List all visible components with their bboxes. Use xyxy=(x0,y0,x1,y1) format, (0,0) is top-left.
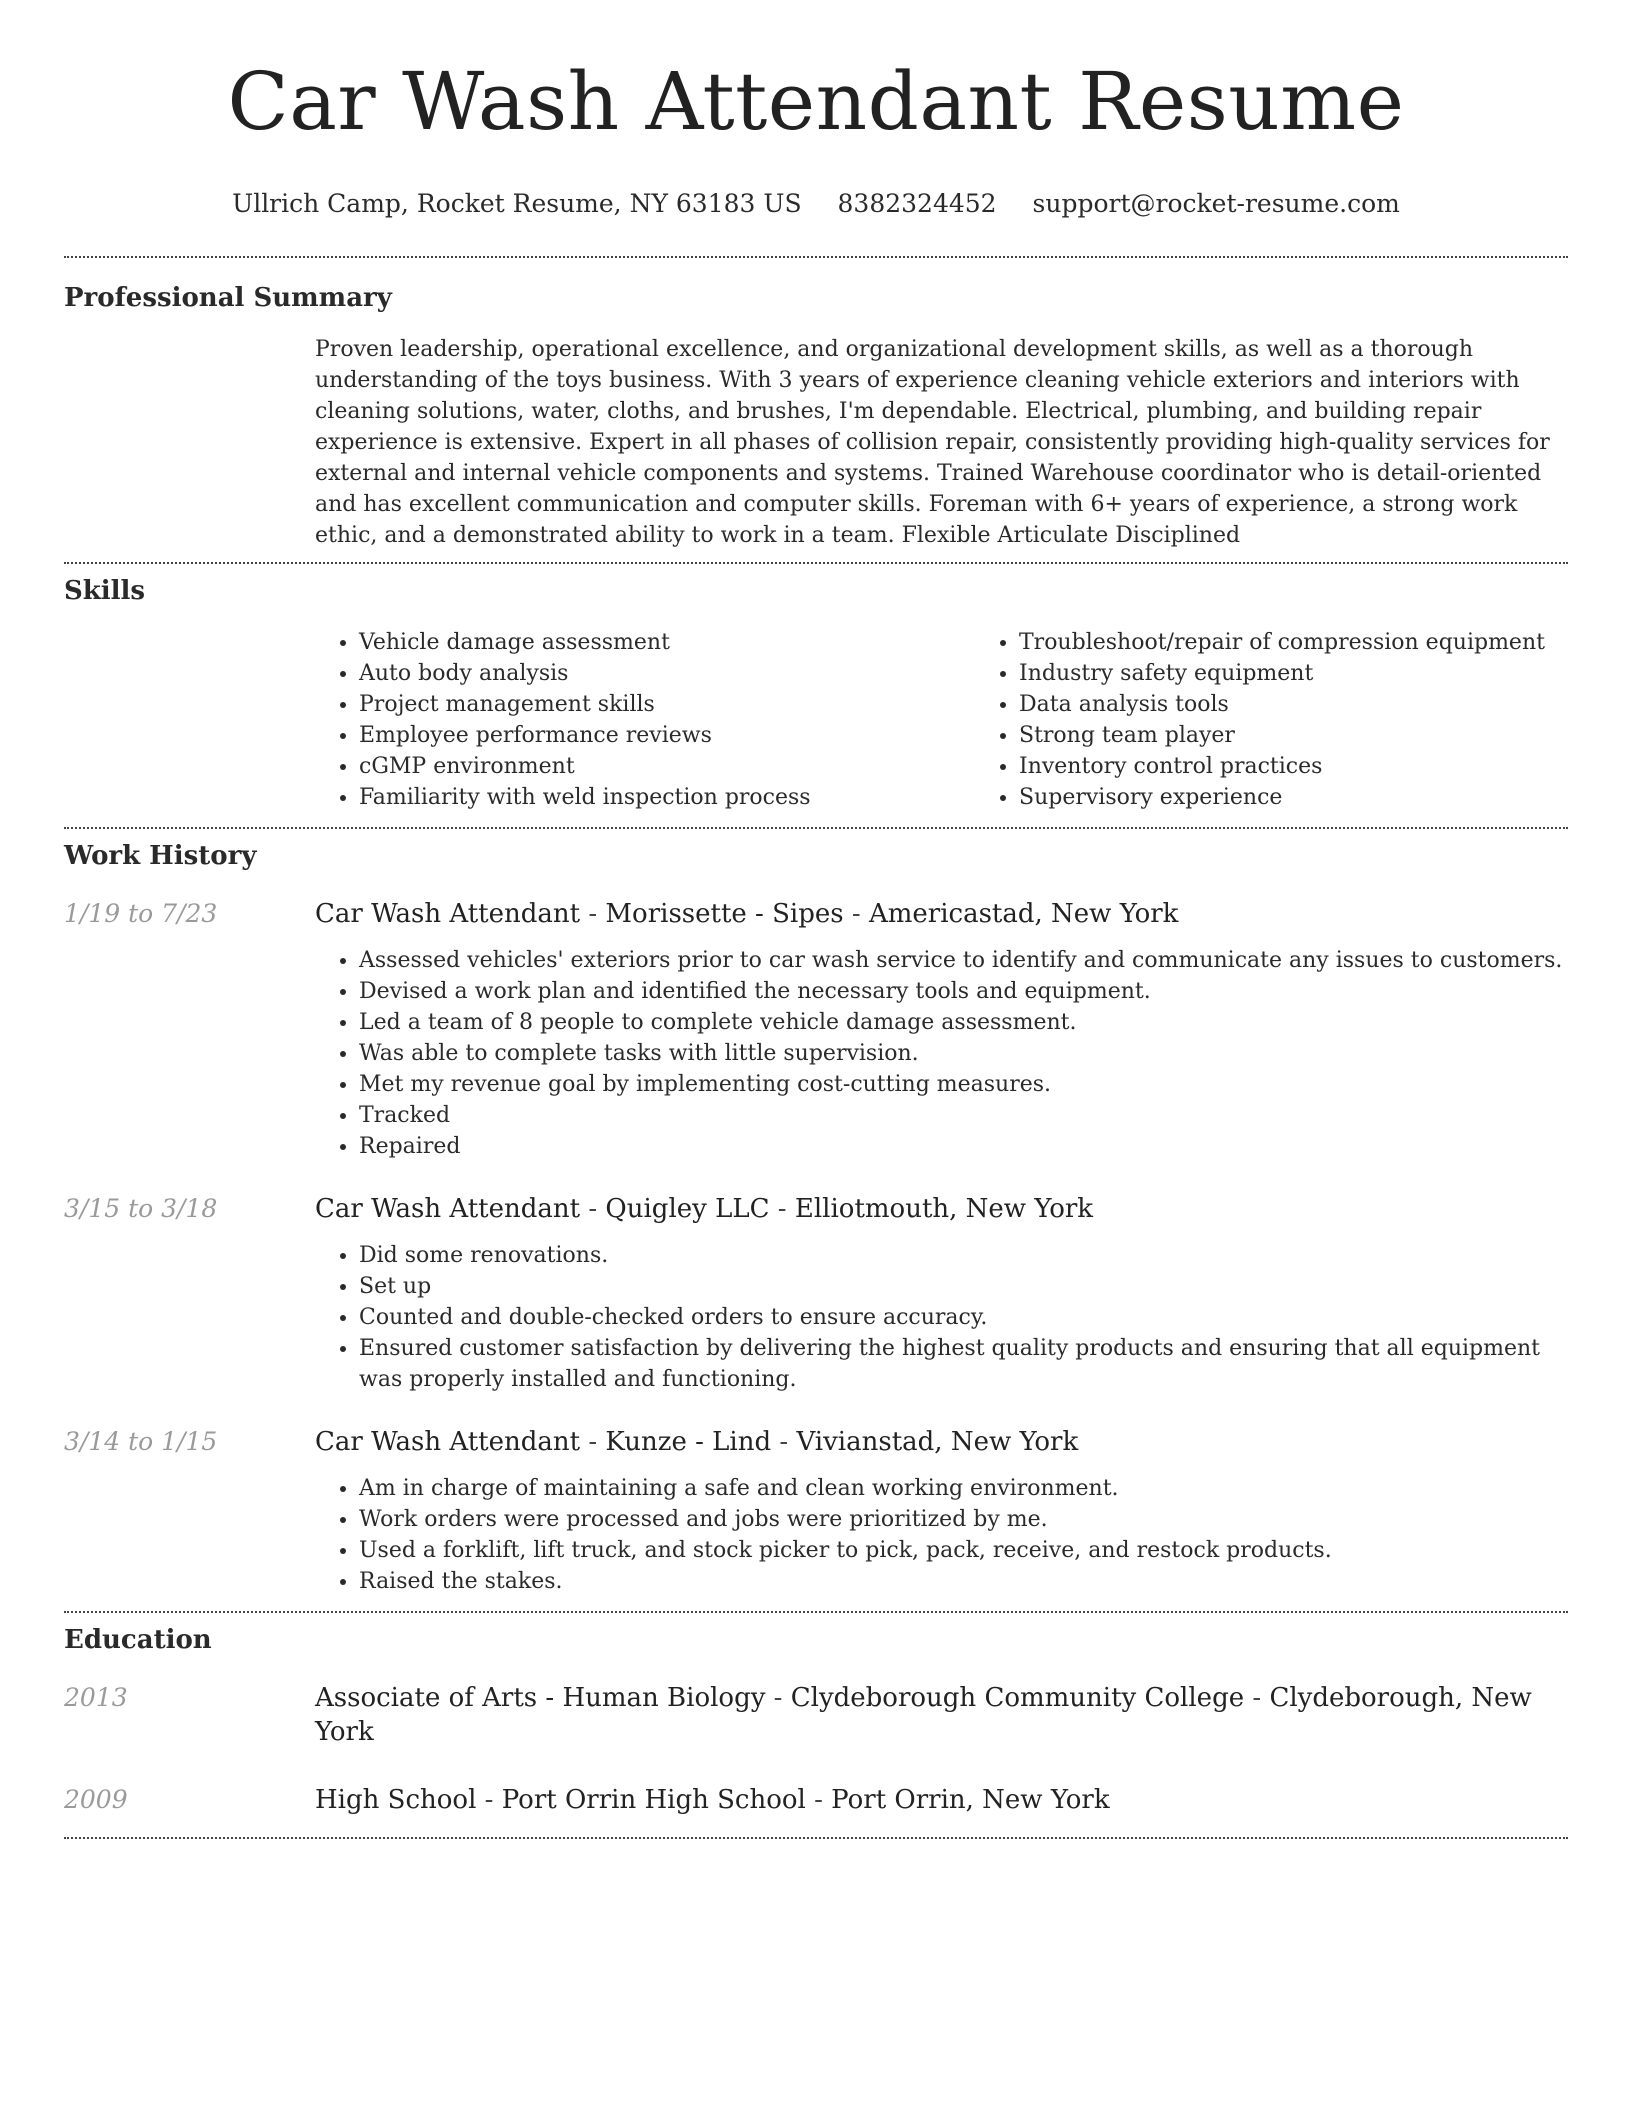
job-bullet: • Did some renovations. xyxy=(359,1240,1568,1271)
summary-section xyxy=(64,258,1568,551)
job-dates: 3/15 to 3/18 xyxy=(64,1194,218,1223)
skill-item: • Employee performance reviews xyxy=(359,720,975,751)
education-heading: High School - Port Orrin High School - Port Orrin, New York xyxy=(315,1785,1110,1815)
education-heading: Associate of Arts - Human Biology - Clydeborough Community College - Clydeborough, New York xyxy=(315,1683,1532,1747)
education-entry xyxy=(64,1681,1568,1749)
job-title: Car Wash Attendant xyxy=(315,1427,581,1457)
section-heading-skills: Skills xyxy=(64,576,146,606)
job-bullets xyxy=(315,1473,1568,1597)
summary-text: Proven leadership, operational excellence, and organizational development skills, as well as a thorough understanding of the toys business. With 3 years of experience cleaning vehicle exteriors and interiors with cleaning solutions, water, cloths, and brushes, I'm dependable. Electrical, plumbing, and building repair experience is extensive. Expert in all phases of collision repair, consistently providing high-quality services for external and internal vehicle components and systems. Trained Warehouse coordinator who is detail-oriented and has excellent communication and computer skills. Foreman with 6+ years of experience, a strong work ethic, and a demonstrated ability to work in a team. Flexible Articulate Disciplined xyxy=(315,337,1550,548)
skill-item: • cGMP environment xyxy=(359,751,975,782)
skill-item: • Familiarity with weld inspection process xyxy=(359,782,975,813)
job-bullet: • Counted and double-checked orders to ensure accuracy. xyxy=(359,1302,1568,1333)
section-heading-summary: Professional Summary xyxy=(64,283,392,313)
job-heading: Car Wash Attendant - Quigley LLC - Elliotmouth, New York xyxy=(315,1194,1094,1224)
job-dates: 1/19 to 7/23 xyxy=(64,899,218,928)
job-bullet: • Led a team of 8 people to complete vehicle damage assessment. xyxy=(359,1007,1568,1038)
contact-email: support@rocket-resume.com xyxy=(1032,189,1400,218)
education-school: Clydeborough Community College xyxy=(790,1683,1245,1713)
skill-item: • Troubleshoot/repair of compression equipment xyxy=(1019,627,1632,658)
job-bullet: • Raised the stakes. xyxy=(359,1566,1568,1597)
education-entry xyxy=(64,1783,1568,1817)
contact-line xyxy=(64,188,1568,220)
job-entry xyxy=(64,897,1568,1162)
job-location: Elliotmouth, New York xyxy=(794,1194,1094,1224)
job-bullets xyxy=(315,945,1568,1162)
education-location: Clydeborough, New York xyxy=(315,1683,1532,1747)
job-company: Kunze - Lind xyxy=(605,1427,772,1457)
education-school: Port Orrin High School xyxy=(501,1785,806,1815)
job-bullet: • Met my revenue goal by implementing cost-cutting measures. xyxy=(359,1069,1568,1100)
job-bullet: • Repaired xyxy=(359,1131,1568,1162)
job-title: Car Wash Attendant xyxy=(315,1194,581,1224)
job-bullet: • Was able to complete tasks with little supervision. xyxy=(359,1038,1568,1069)
job-bullet: • Am in charge of maintaining a safe and clean working environment. xyxy=(359,1473,1568,1504)
education-year: 2013 xyxy=(64,1683,128,1712)
job-entry xyxy=(64,1192,1568,1395)
skill-item: • Industry safety equipment xyxy=(1019,658,1632,689)
skills-list-right xyxy=(975,627,1632,813)
job-bullet: • Ensured customer satisfaction by delivering the highest quality products and ensuring that all equipment was properly installed and functioning. xyxy=(359,1333,1568,1395)
skill-item: • Inventory control practices xyxy=(1019,751,1632,782)
skill-item: • Strong team player xyxy=(1019,720,1632,751)
divider xyxy=(64,1837,1568,1839)
contact-address: Ullrich Camp, Rocket Resume, NY 63183 US xyxy=(232,189,802,218)
skill-item: • Auto body analysis xyxy=(359,658,975,689)
education-degree: Associate of Arts - Human Biology xyxy=(315,1683,766,1713)
contact-phone: 8382324452 xyxy=(837,189,997,218)
work-section xyxy=(64,829,1568,1597)
section-heading-education: Education xyxy=(64,1625,212,1655)
job-dates: 3/14 to 1/15 xyxy=(64,1427,218,1456)
job-bullets xyxy=(315,1240,1568,1395)
job-company: Quigley LLC xyxy=(605,1194,770,1224)
education-location: Port Orrin, New York xyxy=(831,1785,1110,1815)
skill-item: • Vehicle damage assessment xyxy=(359,627,975,658)
education-section xyxy=(64,1613,1568,1817)
job-bullet: • Devised a work plan and identified the necessary tools and equipment. xyxy=(359,976,1568,1007)
job-bullet: • Used a forklift, lift truck, and stock picker to pick, pack, receive, and restock products. xyxy=(359,1535,1568,1566)
skills-section xyxy=(64,564,1568,813)
job-bullet: • Set up xyxy=(359,1271,1568,1302)
job-company: Morissette - Sipes xyxy=(605,899,844,929)
skills-list-left xyxy=(315,627,975,813)
job-heading: Car Wash Attendant - Morissette - Sipes - Americastad, New York xyxy=(315,899,1179,929)
education-degree: High School xyxy=(315,1785,477,1815)
job-entry xyxy=(64,1425,1568,1597)
resume-title: Car Wash Attendant Resume xyxy=(227,55,1405,148)
job-location: Vivianstad, New York xyxy=(796,1427,1079,1457)
job-bullet: • Work orders were processed and jobs were prioritized by me. xyxy=(359,1504,1568,1535)
job-bullet: • Assessed vehicles' exteriors prior to car wash service to identify and communicate any issues to customers. xyxy=(359,945,1568,976)
job-title: Car Wash Attendant xyxy=(315,899,581,929)
job-heading: Car Wash Attendant - Kunze - Lind - Vivianstad, New York xyxy=(315,1427,1079,1457)
job-location: Americastad, New York xyxy=(868,899,1179,929)
education-year: 2009 xyxy=(64,1785,128,1814)
job-bullet: • Tracked xyxy=(359,1100,1568,1131)
skill-item: • Supervisory experience xyxy=(1019,782,1632,813)
section-heading-work: Work History xyxy=(64,841,257,871)
skill-item: • Data analysis tools xyxy=(1019,689,1632,720)
skill-item: • Project management skills xyxy=(359,689,975,720)
